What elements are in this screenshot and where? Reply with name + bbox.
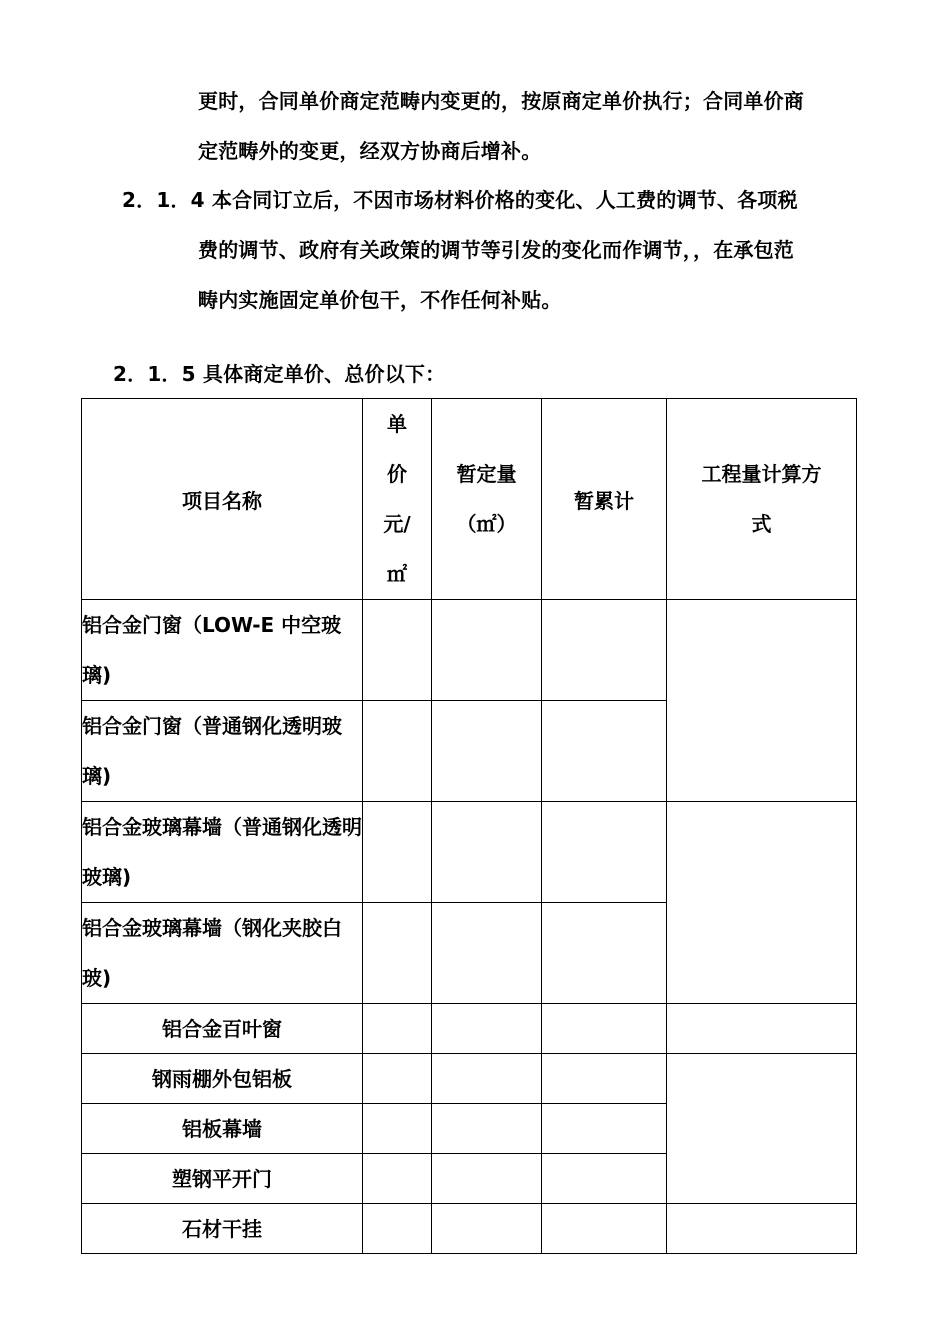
row-item-name: 铝合金玻璃幕墙（钢化夹胶白玻) xyxy=(82,903,363,1004)
unit-price-cell xyxy=(363,1004,432,1054)
price-table xyxy=(81,398,857,1254)
row-item-name: 铝合金百叶窗 xyxy=(82,1004,363,1054)
header-unit-line: 元/ xyxy=(383,512,411,536)
unit-price-cell xyxy=(363,903,432,1004)
qty-cell xyxy=(432,701,542,802)
unit-price-cell xyxy=(363,802,432,903)
unit-price-cell xyxy=(363,701,432,802)
qty-cell xyxy=(432,600,542,701)
paragraph-line: 更时，合同单价商定范畴内变更的，按原商定单价执行；合同单价商 xyxy=(198,89,804,113)
qty-cell xyxy=(432,903,542,1004)
header-qty-line: （㎡） xyxy=(456,512,517,536)
row-item-name: 钢雨棚外包铝板 xyxy=(82,1054,363,1104)
unit-price-cell xyxy=(363,1204,432,1254)
table-row xyxy=(82,1054,857,1104)
clause-2-1-4: 2．1．4 本合同订立后，不因市场材料价格的变化、人工费的调节、各项税 xyxy=(122,188,798,212)
total-cell xyxy=(542,1154,667,1204)
calc-method-cell xyxy=(667,1004,857,1054)
unit-price-cell xyxy=(363,1154,432,1204)
total-cell xyxy=(542,1054,667,1104)
row-item-name: 石材干挂 xyxy=(82,1204,363,1254)
header-provisional-qty xyxy=(432,399,542,600)
header-unit-price xyxy=(363,399,432,600)
total-cell xyxy=(542,1104,667,1154)
total-cell xyxy=(542,600,667,701)
calc-method-cell xyxy=(667,1054,857,1204)
table-header-row xyxy=(82,399,857,600)
header-unit-line: 价 xyxy=(387,462,407,486)
paragraph-line: 畴内实施固定单价包干，不作任何补贴。 xyxy=(198,288,562,312)
row-item-name: 铝板幕墙 xyxy=(82,1104,363,1154)
row-item-name: 塑钢平开门 xyxy=(82,1154,363,1204)
table-row xyxy=(82,600,857,701)
header-calc-line: 式 xyxy=(751,512,772,536)
header-calc-method xyxy=(667,399,857,600)
qty-cell xyxy=(432,1054,542,1104)
header-qty-line: 暂定量 xyxy=(456,462,517,486)
header-item-name: 项目名称 xyxy=(82,399,363,600)
qty-cell xyxy=(432,802,542,903)
total-cell xyxy=(542,701,667,802)
table-row xyxy=(82,1204,857,1254)
paragraph-line: 定范畴外的变更，经双方协商后增补。 xyxy=(198,139,542,163)
row-item-name: 铝合金玻璃幕墙（普通钢化透明玻璃) xyxy=(82,802,363,903)
header-unit-line: ㎡ xyxy=(387,562,407,586)
header-calc-line: 工程量计算方 xyxy=(701,462,822,486)
table-row xyxy=(82,802,857,903)
qty-cell xyxy=(432,1104,542,1154)
unit-price-cell xyxy=(363,1054,432,1104)
qty-cell xyxy=(432,1204,542,1254)
qty-cell xyxy=(432,1004,542,1054)
unit-price-cell xyxy=(363,1104,432,1154)
total-cell xyxy=(542,1204,667,1254)
header-unit-line: 单 xyxy=(387,412,407,436)
qty-cell xyxy=(432,1154,542,1204)
calc-method-cell xyxy=(667,1204,857,1254)
paragraph-line: 费的调节、政府有关政策的调节等引发的变化而作调节，，在承包范 xyxy=(198,238,794,262)
total-cell xyxy=(542,903,667,1004)
total-cell xyxy=(542,802,667,903)
unit-price-cell xyxy=(363,600,432,701)
row-item-name: 铝合金门窗（LOW-E 中空玻璃) xyxy=(82,600,363,701)
header-provisional-total: 暂累计 xyxy=(542,399,667,600)
row-item-name: 铝合金门窗（普通钢化透明玻璃) xyxy=(82,701,363,802)
calc-method-cell xyxy=(667,600,857,802)
clause-2-1-5-heading: 2．1．5 具体商定单价、总价以下： xyxy=(113,362,446,386)
calc-method-cell xyxy=(667,802,857,1004)
total-cell xyxy=(542,1004,667,1054)
table-row xyxy=(82,1004,857,1054)
